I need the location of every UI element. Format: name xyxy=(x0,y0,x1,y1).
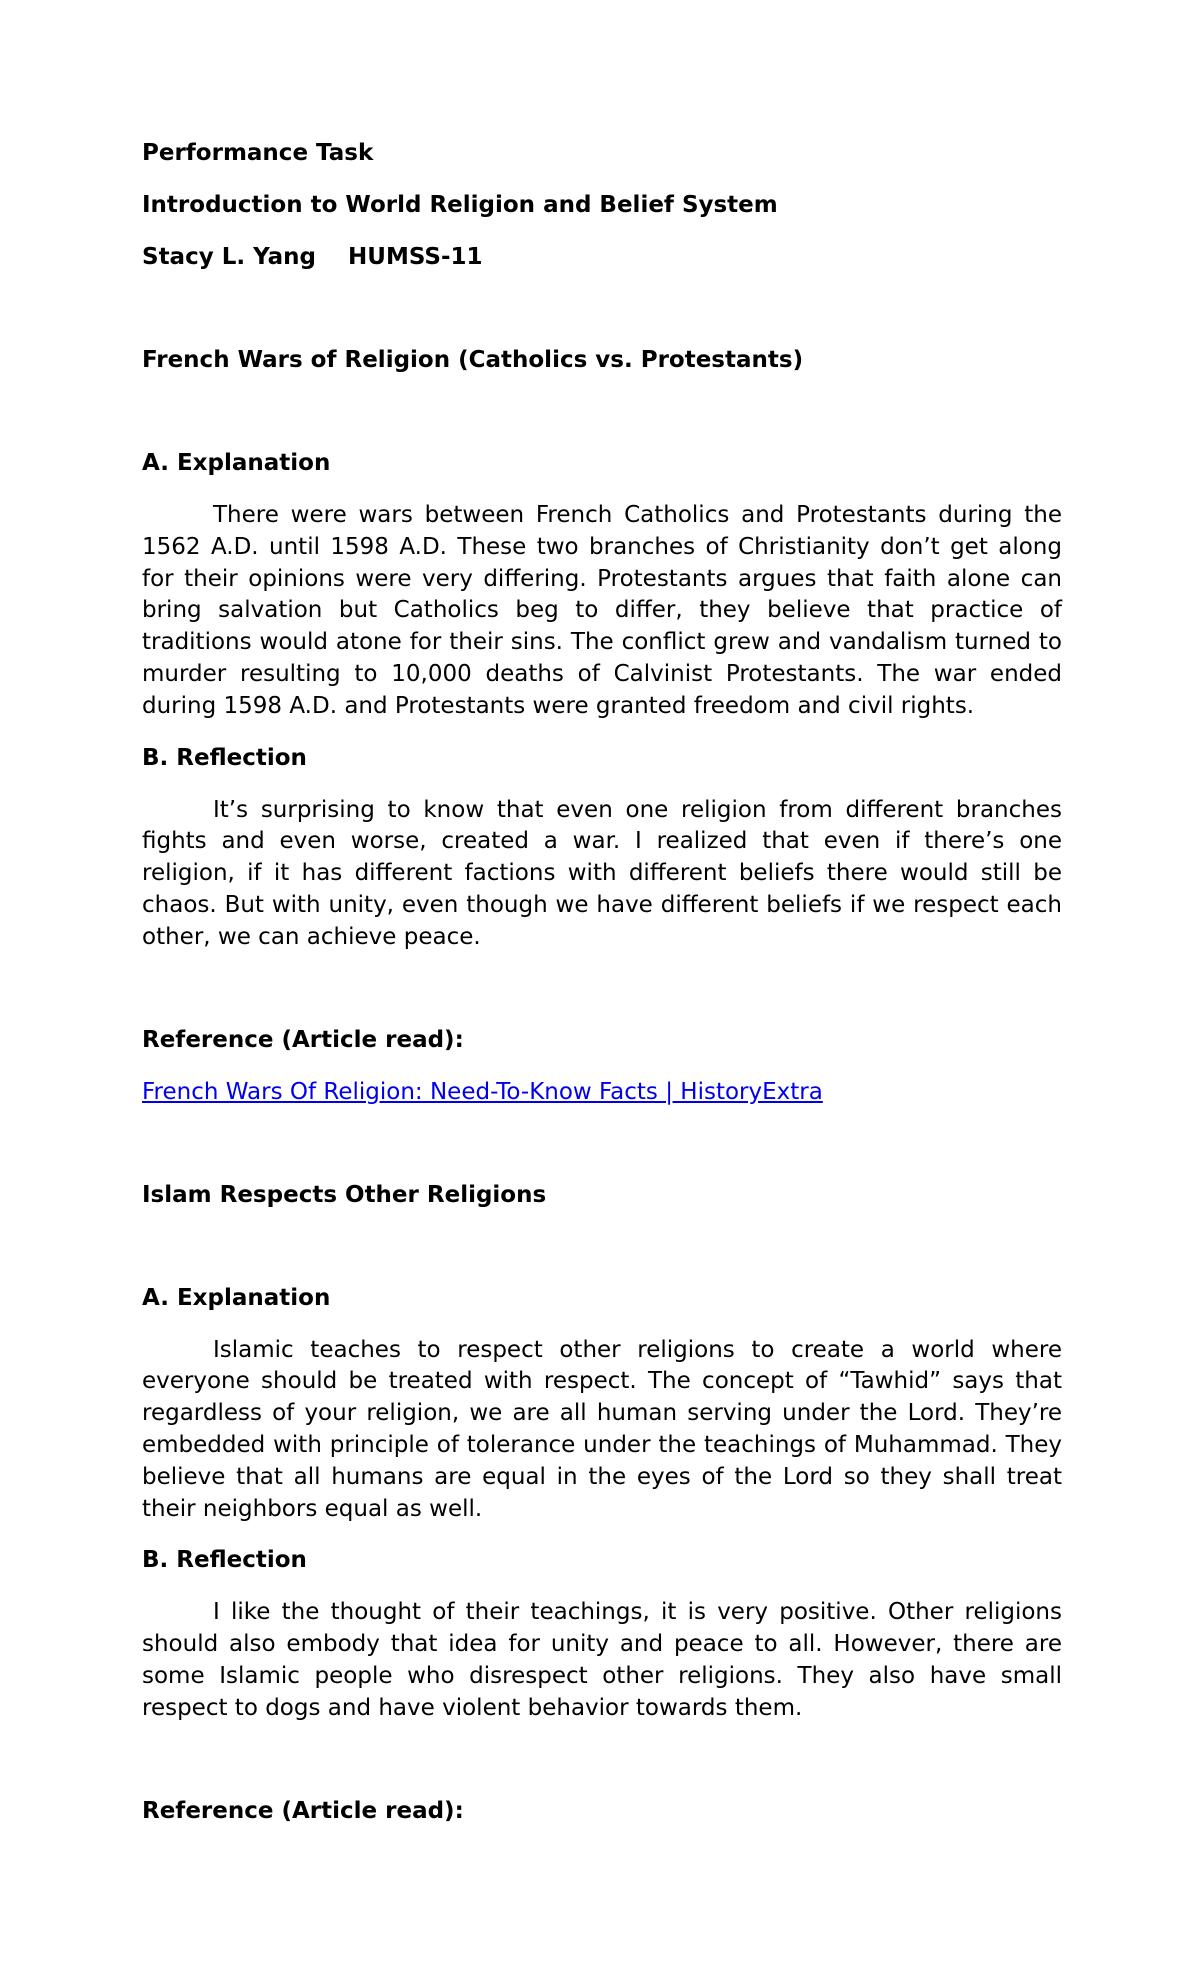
explanation-paragraph: There were wars between French Catholics and Protestants during the 1562 A.D. until 1598 A.D. These two branches of Christianity don’t get along for their opinions were very differing. Protestants argues that faith alone can bring salvation but Catholics beg to differ, they believe that practice of traditions would atone for their sins. The conflict grew and vandalism turned to murder resulting to 10,000 deaths of Calvinist Protestants. The war ended during 1598 A.D. and Protestants were granted freedom and civil rights. xyxy=(142,502,1062,719)
explanation-heading: A. Explanation xyxy=(142,1284,331,1311)
reference-heading: Reference (Article read): xyxy=(142,1797,464,1824)
reflection-paragraph: I like the thought of their teachings, it is very positive. Other religions should also embody that idea for unity and peace to all. However, there are some Islamic people who disrespect other religions. They also have small respect to dogs and have violent behavior towards them. xyxy=(142,1599,1062,1721)
reference-row xyxy=(142,1077,1062,1108)
blank-line xyxy=(142,1129,1062,1180)
header-course-title: Introduction to World Religion and Belief System xyxy=(142,192,778,218)
header-student-line xyxy=(142,242,1062,273)
blank-line xyxy=(142,974,1062,1025)
blank-line xyxy=(142,397,1062,448)
blank-line xyxy=(142,294,1062,345)
reflection-heading: B. Reflection xyxy=(142,1547,307,1574)
blank-line xyxy=(142,1232,1062,1283)
reference-link[interactable]: French Wars Of Religion: Need-To-Know Facts | HistoryExtra xyxy=(142,1078,823,1105)
student-name: Stacy L. Yang xyxy=(142,244,317,270)
topic-title: Islam Respects Other Religions xyxy=(142,1181,547,1208)
explanation-heading: A. Explanation xyxy=(142,450,331,476)
reflection-heading: B. Reflection xyxy=(142,744,307,771)
reference-heading: Reference (Article read): xyxy=(142,1026,464,1053)
blank-line xyxy=(142,1745,1062,1796)
student-section: HUMSS-11 xyxy=(348,244,483,270)
explanation-paragraph: Islamic teaches to respect other religions to create a world where everyone should be treated with respect. The concept of “Tawhid” says that regardless of your religion, we are all human serving under the Lord. They’re embedded with principle of tolerance under the teachings of Muhammad. They believe that all humans are equal in the eyes of the Lord so they shall treat their neighbors equal as well. xyxy=(142,1336,1062,1522)
reflection-paragraph: It’s surprising to know that even one religion from different branches fights and even worse, created a war. I realized that even if there’s one religion, if it has different factions with different beliefs there would still be chaos. But with unity, even though we have different beliefs if we respect each other, we can achieve peace. xyxy=(142,796,1062,950)
document-page xyxy=(142,138,1062,1848)
topic-title: French Wars of Religion (Catholics vs. Protestants) xyxy=(142,347,804,373)
header-performance-task: Performance Task xyxy=(142,140,374,166)
